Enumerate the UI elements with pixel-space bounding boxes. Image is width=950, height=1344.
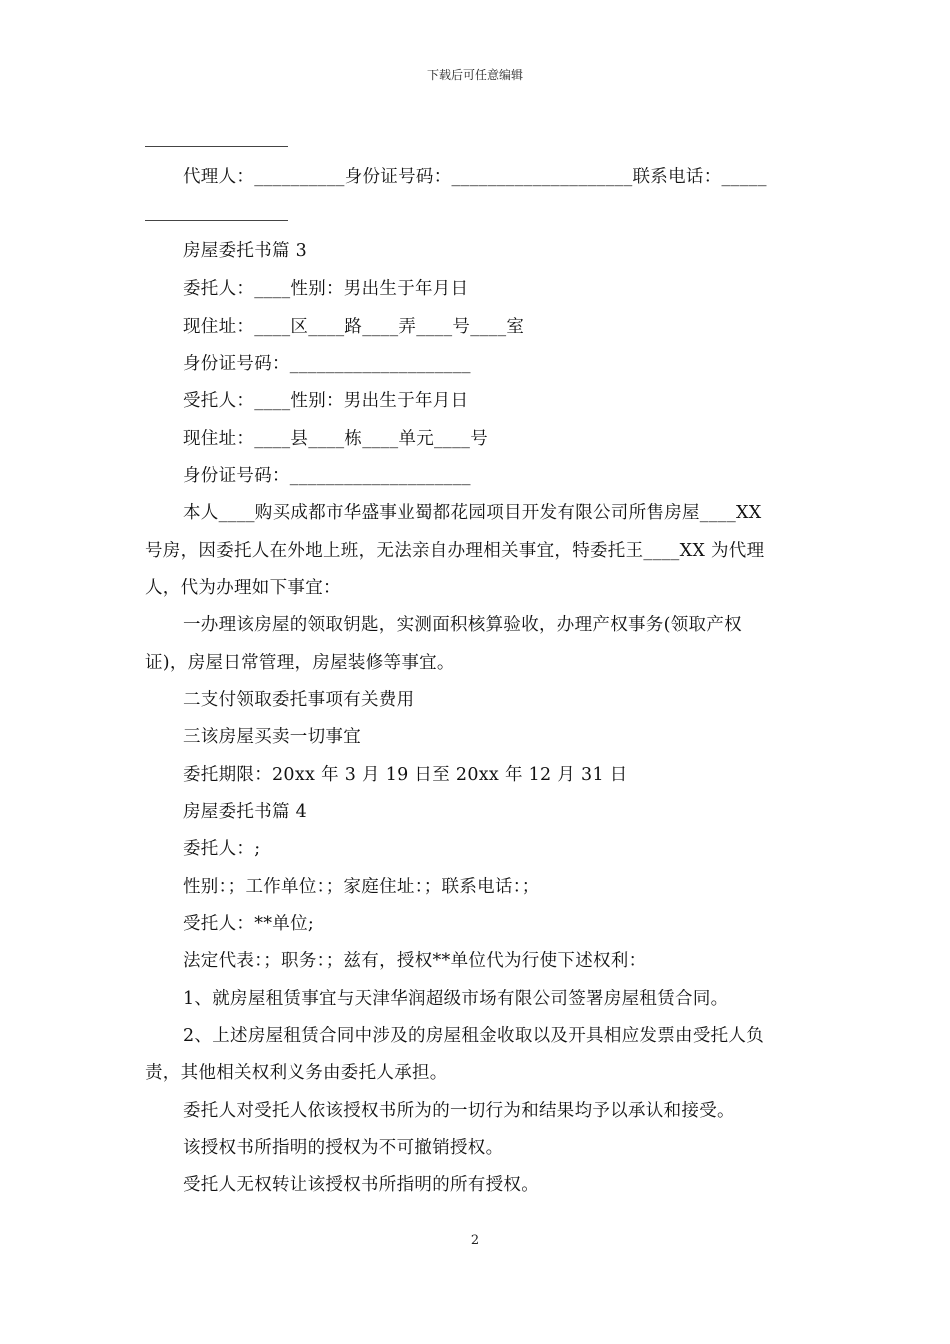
agent-info-line: 代理人：__________身份证号码：____________________联系电话：_____: [183, 167, 767, 187]
paragraph-line: 三该房屋买卖一切事宜: [183, 727, 361, 747]
paragraph-line: 号房，因委托人在外地上班，无法亲自办理相关事宜，特委托王____XX 为代理: [145, 541, 765, 561]
paragraph-line: 委托人对受托人依该授权书所为的一切行为和结果均予以承认和接受。: [183, 1101, 735, 1121]
paragraph-line: 法定代表：；职务：；兹有，授权**单位代为行使下述权利：: [183, 951, 647, 971]
underline-rule: [145, 146, 288, 147]
paragraph-line: 该授权书所指明的授权为不可撤销授权。: [183, 1138, 504, 1158]
section-title: 房屋委托书篇 4: [183, 802, 308, 822]
paragraph-line: 现住址：____县____栋____单元____号: [183, 429, 488, 449]
paragraph-line: 委托期限：20xx 年 3 月 19 日至 20xx 年 12 月 31 日: [183, 765, 628, 785]
underline-rule: [145, 220, 288, 221]
paragraph-line: 身份证号码：____________________: [183, 466, 471, 486]
paragraph-line: 受托人：____性别：男出生于年月日: [183, 391, 469, 411]
page-header: 下载后可任意编辑: [426, 68, 523, 82]
paragraph-line: 1、就房屋租赁事宜与天津华润超级市场有限公司签署房屋租赁合同。: [183, 989, 729, 1009]
paragraph-line: 本人____购买成都市华盛事业蜀都花园项目开发有限公司所售房屋____XX: [183, 503, 762, 523]
paragraph-line: 责，其他相关权利义务由委托人承担。: [145, 1063, 448, 1083]
paragraph-line: 身份证号码：____________________: [183, 354, 471, 374]
section-title: 房屋委托书篇 3: [183, 241, 308, 261]
paragraph-line: 证)，房屋日常管理，房屋装修等事宜。: [145, 653, 455, 673]
paragraph-line: 委托人：____性别：男出生于年月日: [183, 279, 469, 299]
page-number: 2: [470, 1233, 480, 1248]
paragraph-line: 人，代为办理如下事宜：: [145, 578, 341, 598]
paragraph-line: 性别：；工作单位：；家庭住址：；联系电话：；: [183, 877, 540, 897]
paragraph-line: 受托人：**单位;: [183, 914, 315, 934]
paragraph-line: 2、上述房屋租赁合同中涉及的房屋租金收取以及开具相应发票由受托人负: [183, 1026, 765, 1046]
paragraph-line: 一办理该房屋的领取钥匙，实测面积核算验收，办理产权事务(领取产权: [183, 615, 742, 635]
paragraph-line: 现住址：____区____路____弄____号____室: [183, 317, 525, 337]
paragraph-line: 委托人：;: [183, 839, 261, 859]
paragraph-line: 二支付领取委托事项有关费用: [183, 690, 415, 710]
paragraph-line: 受托人无权转让该授权书所指明的所有授权。: [183, 1175, 539, 1195]
